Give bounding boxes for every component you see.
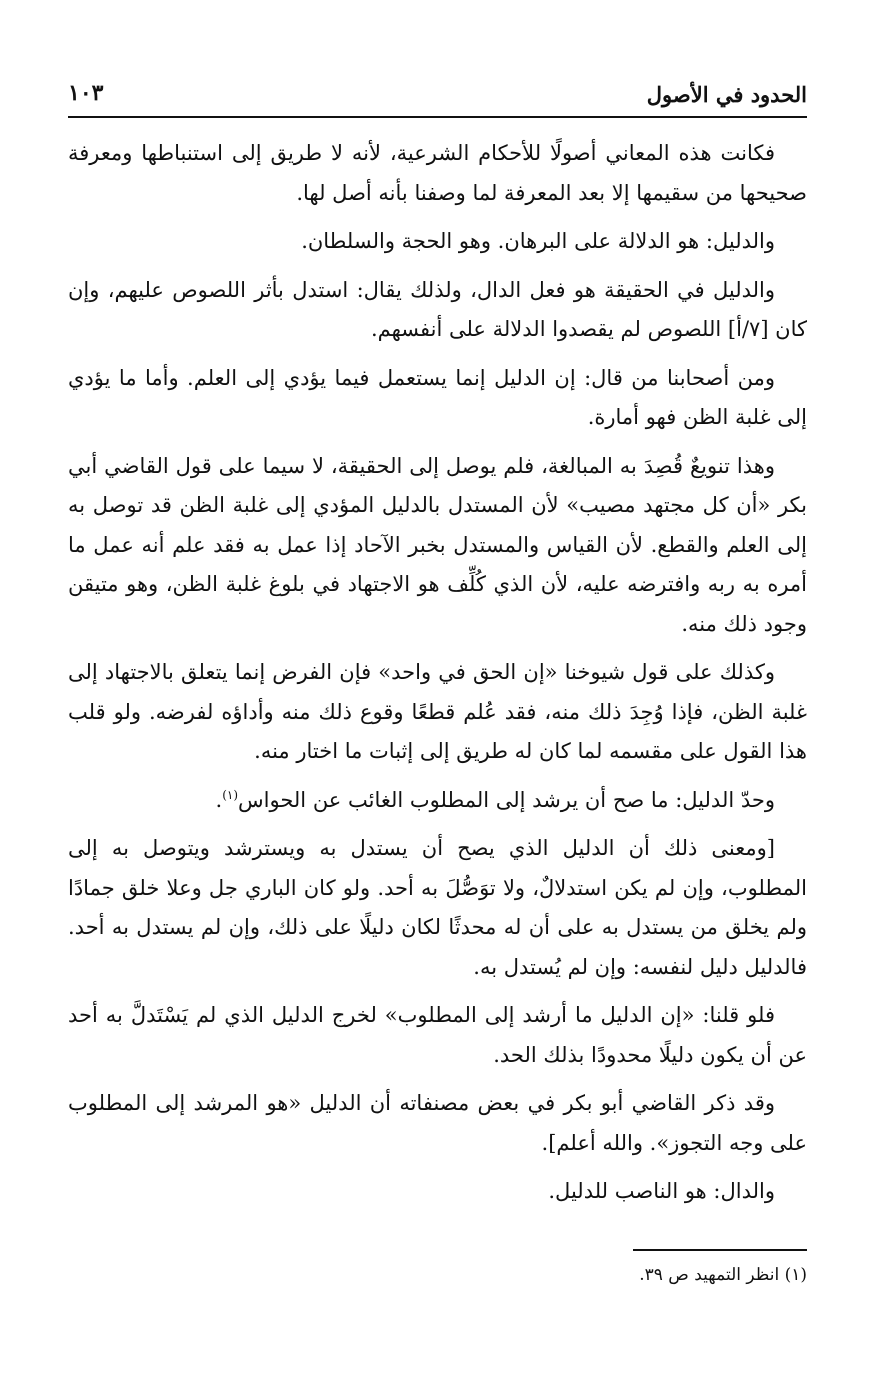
running-title: الحدود في الأصول (646, 82, 807, 107)
paragraph-8: [ومعنى ذلك أن الدليل الذي يصح أن يستدل به ويسترشد ويتوصل به إلى المطلوب، وإن لم يكن استدلالٌ، ولا توَصُّلَ به أحد. ولو كان الباري جل وعلا خلق جمادًا ولم يخلق من يستدل به على أن له محدثًا لكان دليلًا على ذلك، وإن لم يستدل به أحد. فالدليل دليل لنفسه: وإن لم يُستدل به. (68, 836, 807, 979)
paragraph-11: والدال: هو الناصب للدليل. (548, 1179, 775, 1203)
footnote-rule (633, 1249, 807, 1251)
paragraph-10: وقد ذكر القاضي أبو بكر في بعض مصنفاته أن الدليل «هو المرشد إلى المطلوب على وجه التجوز». والله أعلم]. (68, 1091, 807, 1155)
paragraph-9: فلو قلنا: «إن الدليل ما أرشد إلى المطلوب» لخرج الدليل الذي لم يَسْتَدلَّ به أحد عن أن يكون دليلًا محدودًا بذلك الحد. (68, 1003, 807, 1067)
page-number: ١٠٣ (68, 80, 104, 106)
paragraph-7 (68, 781, 807, 821)
definition-text: وحدّ الدليل: ما صح أن يرشد إلى المطلوب الغائب عن الحواس (238, 787, 775, 812)
paragraph-6: وكذلك على قول شيوخنا «إن الحق في واحد» فإن الفرض إنما يتعلق بالاجتهاد إلى غلبة الظن، فإذا وُجِدَ ذلك منه، فقد عُلم قطعًا وقوع ذلك منه وأداؤه لفرضه. ولو قلب هذا القول على مقسمه لما كان له طريق إلى إثبات ما اختار منه. (68, 660, 807, 763)
paragraph-5: وهذا تنويعٌ قُصِدَ به المبالغة، فلم يوصل إلى الحقيقة، لا سيما على قول القاضي أبي بكر «أن كل مجتهد مصيب» لأن المستدل بالدليل المؤدي إلى غلبة الظن قد توصل به إلى العلم والقطع. لأن القياس والمستدل بخبر الآحاد إذا عمل به فقد علم أنه عمل ما أمره به ربه وافترضه عليه، لأن الذي كُلِّف هو الاجتهاد في بلوغ غلبة الظن، وهو متيقن وجود ذلك منه. (68, 453, 807, 636)
footnote-marker: (١) (222, 787, 239, 802)
footnote: (١) انظر التمهيد ص ٣٩. (639, 1265, 807, 1285)
paragraph-3: والدليل في الحقيقة هو فعل الدال، ولذلك يقال: استدل بأثر اللصوص عليهم، وإن كان [٧/أ] اللصوص لم يقصدوا الدلالة على أنفسهم. (68, 277, 807, 341)
running-header (68, 78, 807, 118)
definition-tail: . (215, 787, 223, 812)
paragraph-2: والدليل: هو الدلالة على البرهان. وهو الحجة والسلطان. (301, 229, 775, 253)
paragraph-4: ومن أصحابنا من قال: إن الدليل إنما يستعمل فيما يؤدي إلى العلم. وأما ما يؤدي إلى غلبة الظن فهو أمارة. (68, 365, 807, 429)
header-rule (68, 116, 807, 118)
body-text (68, 134, 807, 1221)
paragraph-1: فكانت هذه المعاني أصولًا للأحكام الشرعية، لأنه لا طريق إلى استنباطها ومعرفة صحيحها من سقيمها إلا بعد المعرفة لما وصفنا بأنه أصل لها. (68, 141, 807, 205)
